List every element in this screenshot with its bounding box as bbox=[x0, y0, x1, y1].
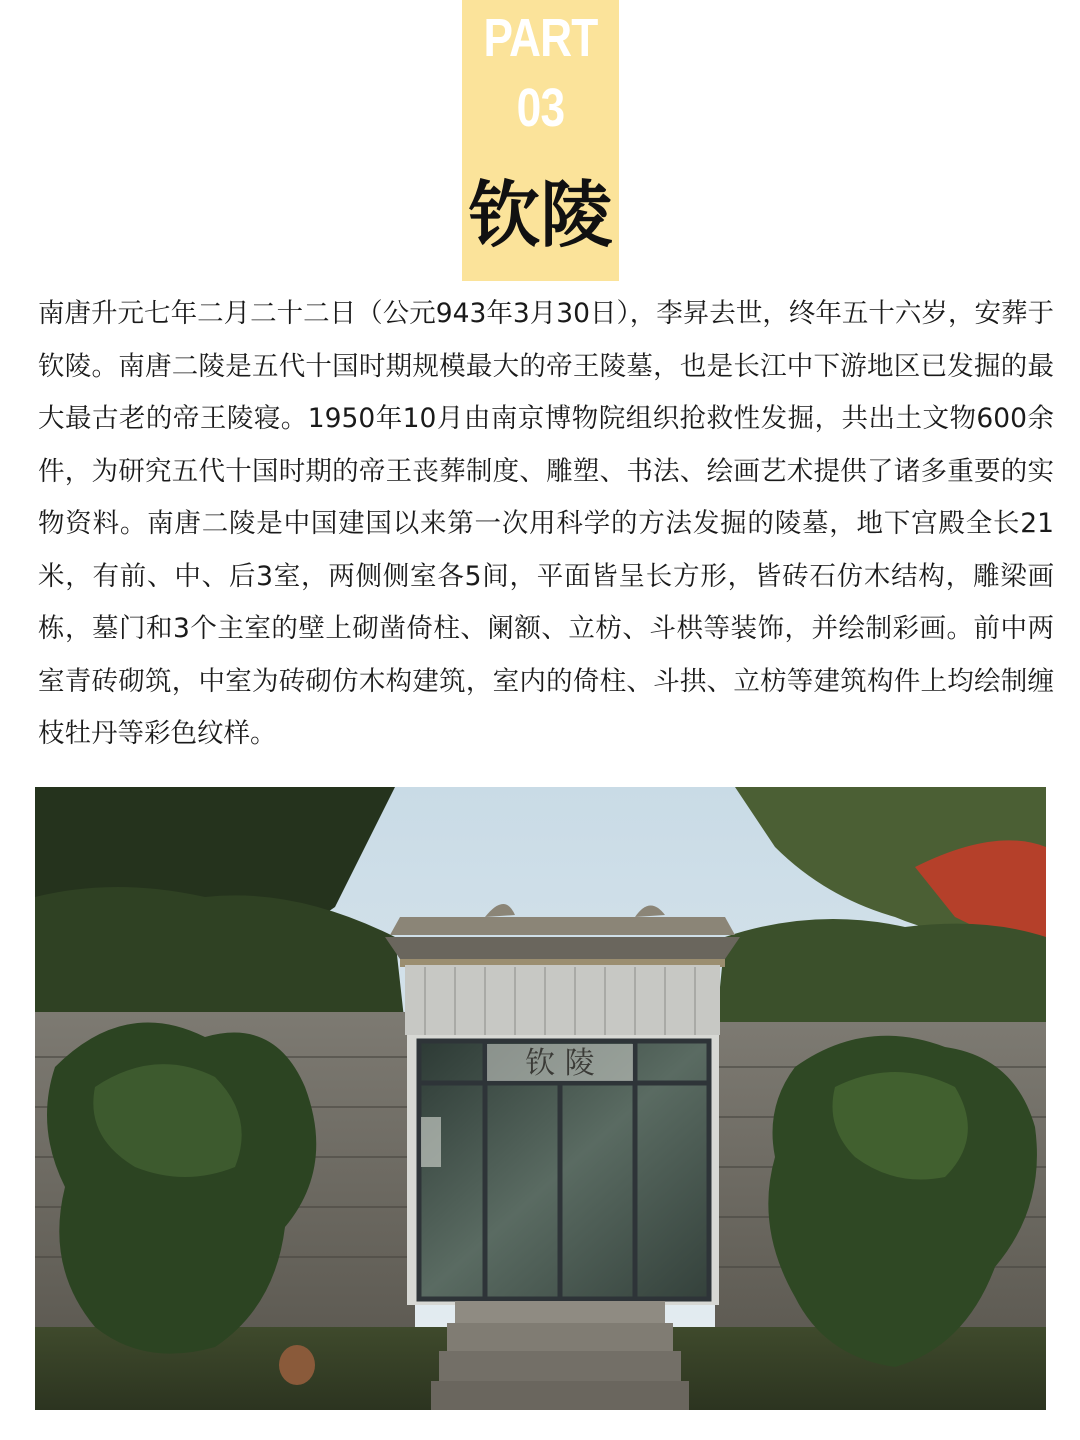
part-label: PART bbox=[483, 8, 598, 68]
section-title: 钦陵 bbox=[468, 173, 613, 257]
tomb-entrance-photo bbox=[35, 787, 1046, 1410]
part-number: 03 bbox=[516, 78, 565, 138]
body-paragraph: 南唐升元七年二月二十二日（公元943年3月30日），李昇去世，终年五十六岁，安葬于钦陵。南唐二陵是五代十国时期规模最大的帝王陵墓，也是长江中下游地区已发掘的最大最古老的帝王陵寝。1950年10月由南京博物院组织抢救性发掘，共出土文物600余件，为研究五代十国时期的帝王丧葬制度、雕塑、书法、绘画艺术提供了诸多重要的实物资料。南唐二陵是中国建国以来第一次用科学的方法发掘的陵墓，地下宫殿全长21米，有前、中、后3室，两侧侧室各5间，平面皆呈长方形，皆砖石仿木结构，雕梁画栋，墓门和3个主室的壁上砌凿倚柱、阑额、立枋、斗栱等装饰，并绘制彩画。前中两室青砖砌筑，中室为砖砌仿木构建筑，室内的倚柱、斗拱、立枋等建筑构件上均绘制缠枝牡丹等彩色纹样。 bbox=[38, 298, 1054, 749]
sign-text: 钦 陵 bbox=[525, 1046, 595, 1081]
header-banner bbox=[462, 0, 619, 281]
